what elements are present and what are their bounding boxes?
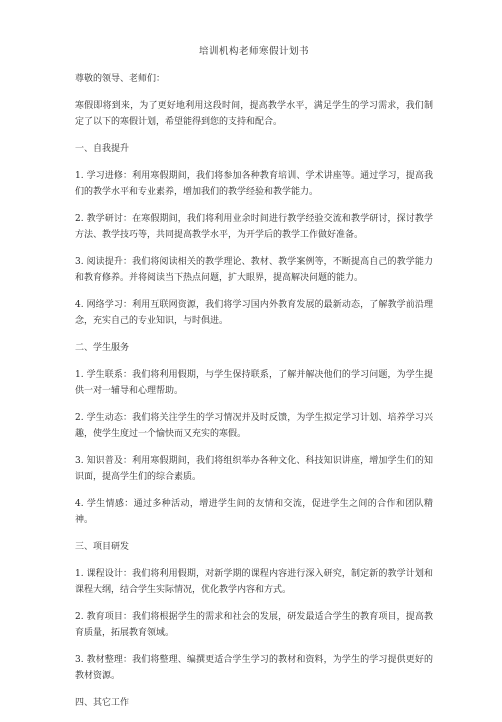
section-heading: 四、其它工作 [75, 698, 130, 708]
list-item: 1. 学生联系：我们将利用假期，与学生保持联系，了解并解决他们的学习问题，为学生提供一对一辅导和心理帮助。 [75, 370, 433, 396]
list-item: 4. 网络学习：利用互联网资源，我们将学习国内外教育发展的最新动态，了解教学前沿理念，充实自己的专业知识，与时俱进。 [75, 300, 433, 326]
list-item: 1. 课程设计：我们将利用假期，对新学期的课程内容进行深入研究，制定新的教学计划和课程大纲，结合学生实际情况，优化教学内容和方式。 [75, 569, 433, 595]
list-item: 3. 教材整理：我们将整理、编撰更适合学生学习的教材和资料，为学生的学习提供更好的教材资源。 [75, 655, 433, 681]
document-title: 培训机构老师寒假计划书 [198, 46, 309, 57]
document-page [75, 44, 433, 722]
greeting: 尊敬的领导、老师们： [75, 74, 166, 84]
section-heading: 二、学生服务 [75, 343, 130, 353]
section-heading: 一、自我提升 [75, 144, 130, 154]
list-item: 2. 教学研讨：在寒假期间，我们将利用业余时间进行教学经验交流和教学研讨，探讨教学方法、教学技巧等，共同提高教学水平，为开学后的教学工作做好准备。 [75, 214, 433, 240]
section-self-improvement [75, 141, 433, 329]
intro-paragraph: 寒假即将到来，为了更好地利用这段时间，提高教学水平，满足学生的学习需求，我们制定了以下的寒假计划，希望能得到您的支持和配合。 [75, 101, 433, 127]
list-item: 4. 学生情感：通过多种活动，增进学生间的友情和交流，促进学生之间的合作和团队精神。 [75, 499, 433, 525]
list-item: 1. 学习进修：利用寒假期间，我们将参加各种教育培训、学术讲座等。通过学习，提高我们的教学水平和专业素养，增加我们的教学经验和教学能力。 [75, 171, 433, 197]
list-item: 2. 学生动态：我们将关注学生的学习情况并及时反馈，为学生拟定学习计划、培养学习兴趣，使学生度过一个愉快而又充实的寒假。 [75, 413, 433, 439]
list-item: 3. 知识普及：利用寒假期间，我们将组织举办各种文化、科技知识讲座，增加学生们的知识面，提高学生们的综合素质。 [75, 456, 433, 482]
section-project-development [75, 539, 433, 684]
list-item: 2. 教育项目：我们将根据学生的需求和社会的发展，研发最适合学生的教育项目，提高教育质量，拓展教育领域。 [75, 612, 433, 638]
section-other-work [75, 695, 433, 711]
list-item: 3. 阅读提升：我们将阅读相关的教学理论、教材、教学案例等，不断提高自己的教学能力和教育修养。并将阅读当下热点问题，扩大眼界，提高解决问题的能力。 [75, 257, 433, 283]
section-student-service [75, 340, 433, 528]
section-heading: 三、项目研发 [75, 542, 130, 552]
